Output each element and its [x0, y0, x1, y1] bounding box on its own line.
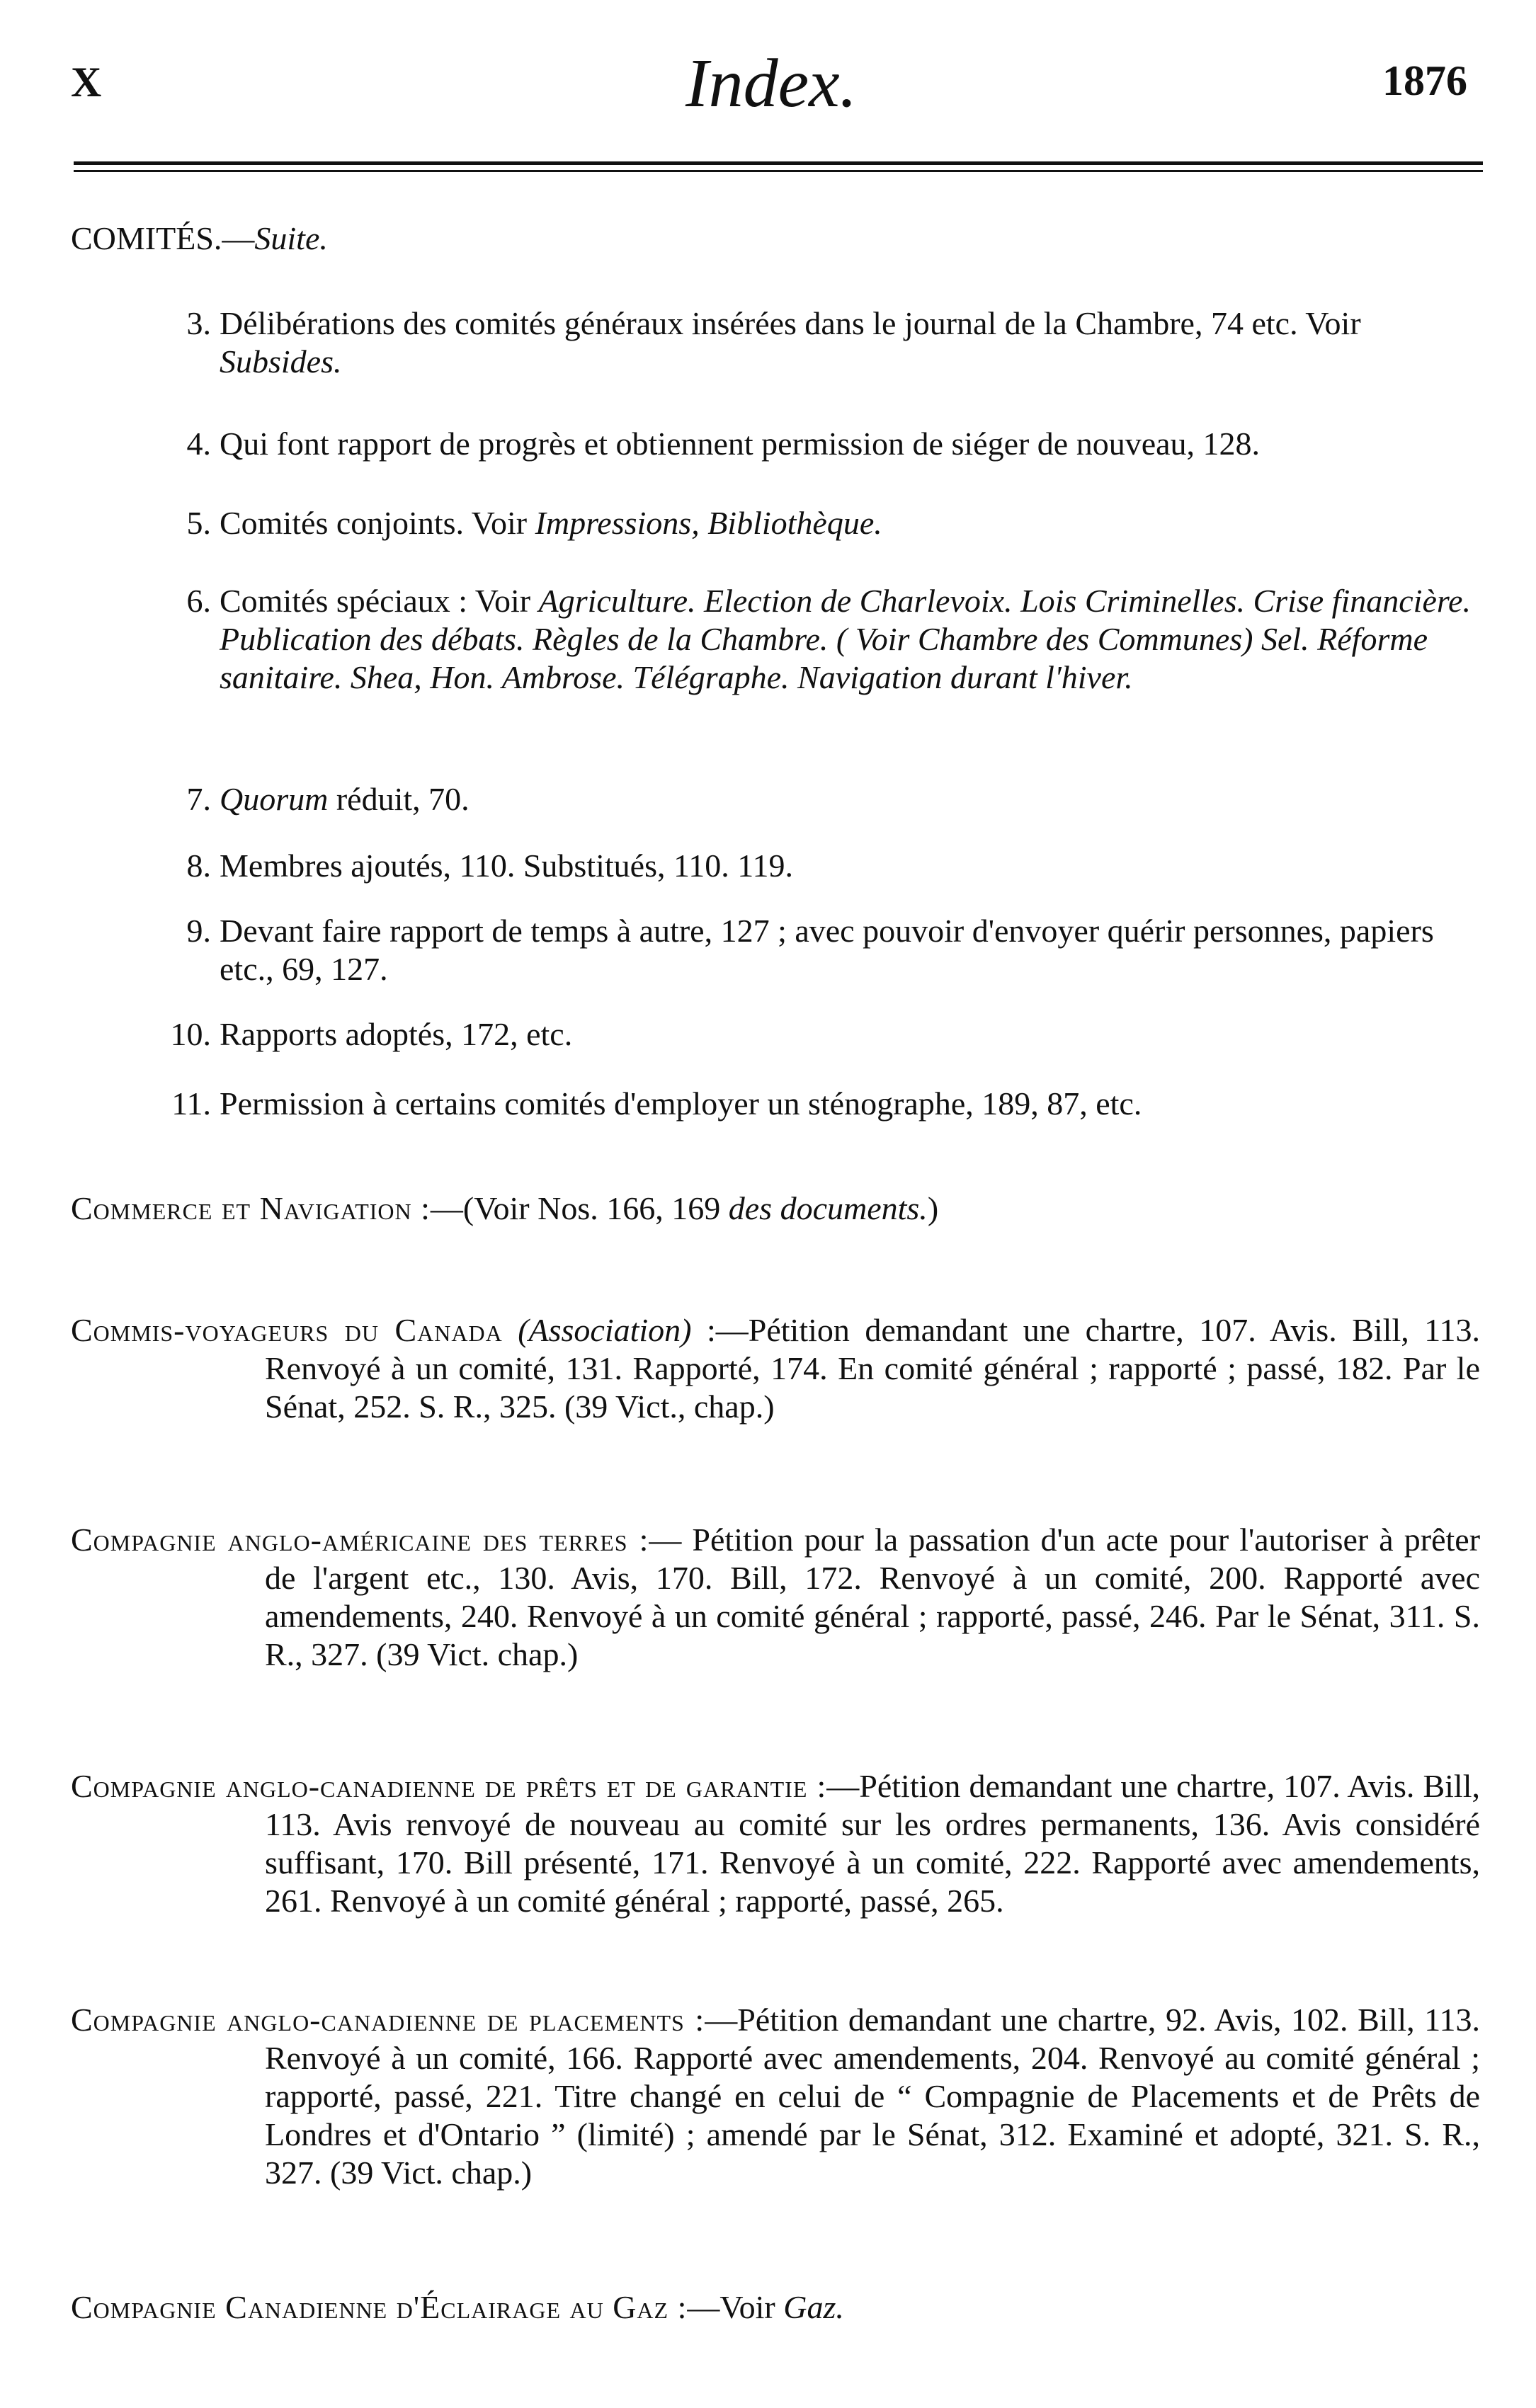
- page-header: [0, 0, 1536, 163]
- page-title: Index.: [685, 45, 858, 122]
- page-year: 1876: [1382, 57, 1467, 104]
- header-rule-thin: [74, 170, 1483, 172]
- index-entry: Compagnie anglo-américaine des terres :— Pétition pour la passation d'un acte pour l'autoriser à prêter de l'argent etc., 130. Avis, 170. Bill, 172. Renvoyé à un comité, 200. Rapporté avec amendements, 240. Renvoyé à un comité général ; rapporté, passé, 246. Par le Sénat, 311. S. R., 327. (39 Vict. chap.): [71, 1522, 1481, 1672]
- index-entry: Compagnie anglo-canadienne de prêts et de garantie :—Pétition demandant une chartre, 107. Avis. Bill, 113. Avis renvoyé de nouveau au comité sur les ordres permanents, 136. Avis considéré suffisant, 170. Bill présenté, 171. Renvoyé à un comité, 222. Rapporté avec amendements, 261. Renvoyé à un comité général ; rapporté, passé, 265.: [71, 1768, 1480, 1919]
- list-item: 3. Délibérations des comités généraux insérées dans le journal de la Chambre, 74 etc. Voir Subsides.: [186, 305, 1361, 380]
- index-page: X Index. 1876 COMITÉS.—Suite. 3. Délibérations des comités généraux insérées dans le journal de la Chambre, 74 etc. Voir Subsides. 4. Qui font rapport de progrès et obtiennent permission de siéger de nouveau, 128. 5. Comités conjoints. Voir Impressions, Bibliothèque. 6. Comités spéciaux : Voir Agriculture. Election de Charlevoix. Lois Criminelles. Crise financière. Publication des débats. Règles de la Chambre. ( Voir Chambre des Communes) Sel. Réforme sanitaire. Shea, Hon. Ambrose. Télégraphe. Navigation durant l'hiver. 7. Quorum réduit, 70. 8. Membres ajoutés, 110. Substitués, 110. 119. 9. Devant faire rapport de temps à autre, 127 ; avec pouvoir d'envoyer quérir personnes, papiers etc., 69, 127. 10. Rapports adoptés, 172, etc. 11. Permission à certains comités d'employer un sténographe, 189, 87, etc. Commerce et Navigation :—(Voir Nos. 166, 169 des documents.) Commis-voyageurs du Canada (Association) :—Pétition demandant une chartre, 107. Avis. Bill, 113. Renvoyé à un comité, 131. Rapporté, 174. En comité général ; rapporté ; passé, 182. Par le Sénat, 252. S. R., 325. (39 Vict., chap.) Compagnie anglo-américaine des terres :— Pétition pour la passation d'un acte pour l'autoriser à prêter de l'argent etc., 130. Avis, 170. Bill, 172. Renvoyé à un comité, 200. Rapporté avec amendements, 240. Renvoyé à un comité général ; rapporté, passé, 246. Par le Sénat, 311. S. R., 327. (39 Vict. chap.) Compagnie anglo-canadienne de prêts et de garantie :—Pétition demandant une chartre, 107. Avis. Bill, 113. Avis renvoyé de nouveau au comité sur les ordres permanents, 136. Avis considéré suffisant, 170. Bill présenté, 171. Renvoyé à un comité, 222. Rapporté avec amendements, 261. Renvoyé à un comité général ; rapporté, passé, 265. Compagnie anglo-canadienne de placements :—Pétition demandant une chartre, 92. Avis, 102. Bill, 113. Renvoyé à un comité, 166. Rapporté avec amendements, 204. Renvoyé au comité général ; rapporté, passé, 221. Titre changé en celui de “ Compagnie de Placements et de Prêts de Londres et d'Ontario ” (limité) ; amendé par le Sénat, 312. Examiné et adopté, 321. S. R., 327. (39 Vict. chap.) Compagnie Canadienne d'Éclairage au Gaz :—Voir Gaz.: [0, 0, 1536, 2408]
- section-heading: COMITÉS.—Suite.: [71, 220, 328, 256]
- index-entry: Commerce et Navigation :—(Voir Nos. 166, 169 des documents.): [71, 1190, 939, 1226]
- index-entry: Commis-voyageurs du Canada (Association) :—Pétition demandant une chartre, 107. Avis. Bill, 113. Renvoyé à un comité, 131. Rapporté, 174. En comité général ; rapporté ; passé, 182. Par le Sénat, 252. S. R., 325. (39 Vict., chap.): [71, 1312, 1481, 1425]
- page-marker: X: [71, 59, 102, 105]
- index-entry: Compagnie Canadienne d'Éclairage au Gaz :—Voir Gaz.: [71, 2289, 844, 2325]
- header-rule-thick: [74, 161, 1483, 165]
- index-entry: Compagnie anglo-canadienne de placements :—Pétition demandant une chartre, 92. Avis, 102. Bill, 113. Renvoyé à un comité, 166. Rapporté avec amendements, 204. Renvoyé au comité général ; rapporté, passé, 221. Titre changé en celui de “ Compagnie de Placements et de Prêts de Londres et d'Ontario ” (limité) ; amendé par le Sénat, 312. Examiné et adopté, 321. S. R., 327. (39 Vict. chap.): [71, 2002, 1480, 2191]
